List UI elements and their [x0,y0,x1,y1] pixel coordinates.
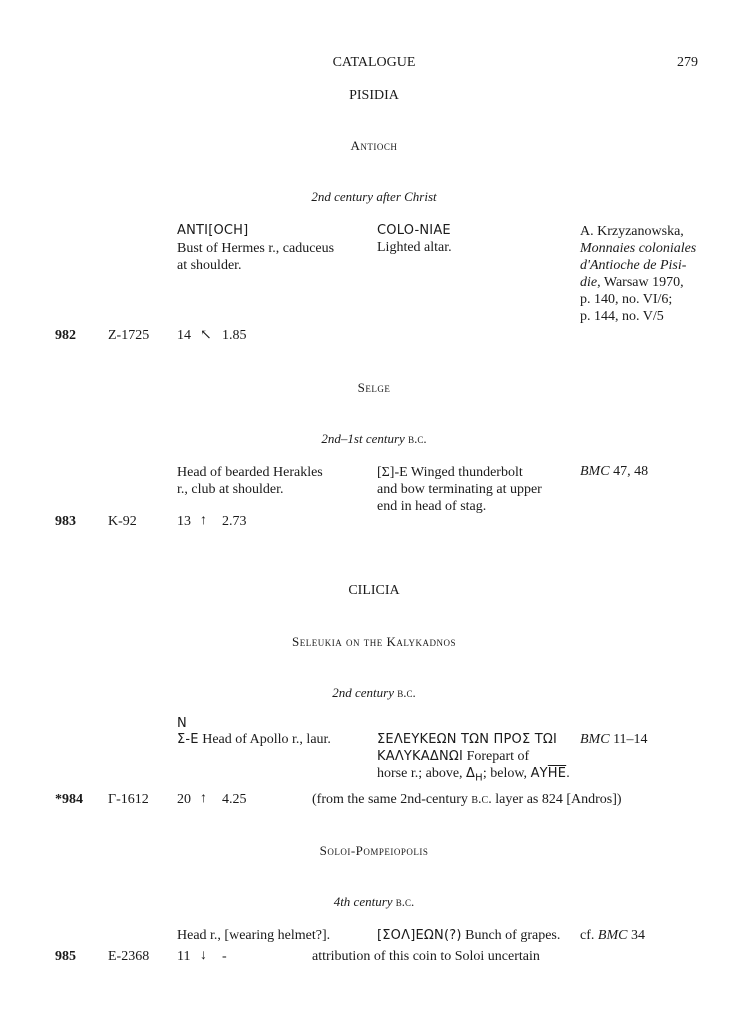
reference-line-4: p. 140, no. VI/6; [580,292,673,307]
inventory-982: Z-1725 [108,328,150,343]
region-heading-cilicia: CILICIA [348,583,400,598]
reference-numbers: 47, 48 [609,464,649,479]
monogram-below [531,766,567,781]
reverse-legend: ΚΑΛΥΚΑΔΝΩΙ [377,749,464,764]
reference-title-2: d'Antioche de Pisi- [580,258,687,273]
weight-984: 4.25 [222,792,247,807]
weight-983: 2.73 [222,514,247,529]
reverse-desc: ; below, [482,766,531,781]
diameter-984: 20 [177,792,191,807]
monogram-letters-overlined: $\overline{HE}$ [547,766,567,781]
monogram-sub: Η [475,772,483,784]
inventory-983: K-92 [108,514,137,529]
period-text: 4th century [333,894,393,909]
reference-abbr: BMC [580,464,610,479]
inventory-985: E-2368 [108,949,150,964]
inventory-984: Γ-1612 [108,792,149,807]
reverse-desc-line: and bow terminating at upper [377,482,542,497]
reverse-984-line3 [377,766,570,784]
region-heading-pisidia: PISIDIA [349,88,399,103]
reverse-desc-line: end in head of stag. [377,499,487,514]
period-soloi [0,894,748,910]
obverse-desc-983 [177,464,367,498]
reference-rest-3: , Warsaw 1970, [597,275,684,290]
reverse-legend: [ΣΟΛ]ΕΩΝ(?) [377,928,462,943]
reverse-985 [377,928,560,944]
city-heading-soloi: Soloi-Pompeiopolis [319,843,429,858]
obverse-desc-line: Head of bearded Herakles [177,465,323,480]
entry-number-982: 982 [55,328,76,343]
city-heading-seleukia: Seleukia on the Kalykadnos [292,634,456,649]
reference-title-1: Monnaies coloniales [580,241,697,256]
reverse-legend-984-line1: ΣΕΛΕΥΚΕΩΝ ΤΩΝ ΠΡΟΣ ΤΩΙ [377,732,558,747]
monogram-letters: ΑΥ [530,766,548,781]
entry-number-985: 985 [55,949,76,964]
period-suffix: b.c. [397,685,416,700]
reference-985 [580,928,645,944]
diameter-985: 11 [177,949,191,964]
monogram-letter: Δ [466,766,476,781]
entry-number-983: 983 [55,514,76,529]
weight-982: 1.85 [222,328,247,343]
obverse-desc-line: Bust of Hermes r., caduceus [177,241,335,256]
die-axis-984: ↑ [200,791,207,806]
die-axis-983: ↑ [200,513,207,528]
reverse-desc: horse r.; above, [377,766,467,781]
weight-985: - [222,949,227,964]
reference-abbr: BMC [580,732,610,747]
obverse-desc-line: at shoulder. [177,258,242,273]
reference-982 [580,223,745,325]
period-antioch: 2nd century after Christ [311,189,437,204]
period-suffix: b.c. [395,894,415,909]
reverse-desc-982: Lighted altar. [377,240,452,255]
obverse-984 [177,732,331,748]
city-heading-antioch: Antioch [350,138,398,153]
die-axis-985: ↓ [200,948,207,963]
obverse-desc: Head of Apollo r., laur. [198,732,331,747]
monogram-above [466,766,483,784]
entry-number-984: *984 [55,792,83,807]
reference-line-5: p. 144, no. V/5 [580,309,664,324]
reference-title-3: die [580,275,598,290]
period-text: 2nd century [332,685,394,700]
reverse-desc-line: [Σ]-E Winged thunderbolt [377,465,523,480]
reverse-desc: Forepart of [463,749,530,764]
reference-author: A. Krzyzanowska, [580,224,684,239]
note-text: layer as 824 [Andros]) [491,792,622,807]
reference-numbers: 11–14 [609,732,648,747]
obverse-desc-982 [177,240,357,274]
note-985: attribution of this coin to Soloi uncertain [312,949,540,964]
obverse-monogram-984: N [177,716,187,731]
period-selge [0,431,748,447]
reference-prefix: cf. [580,928,598,943]
reverse-legend-982: COLO-NIAE [377,223,451,238]
diameter-983: 13 [177,514,191,529]
city-heading-selge: Selge [357,380,391,395]
reverse-984-line2 [377,749,529,765]
note-text: (from the same 2nd-century [312,792,472,807]
reference-983 [580,464,648,480]
reference-984 [580,732,648,748]
diameter-982: 14 [177,328,191,343]
note-984 [312,792,622,808]
obverse-desc-985: Head r., [wearing helmet?]. [177,928,331,943]
die-axis-982: ↖ [200,328,212,343]
obverse-legend-982: ANTI[OCH] [177,223,249,238]
running-title: CATALOGUE [332,55,416,70]
page-number: 279 [677,55,698,70]
note-bc: b.c. [471,792,492,807]
reference-numbers: 34 [627,928,645,943]
reverse-desc-983 [377,464,577,515]
reference-line-3 [580,274,745,291]
reference-abbr: BMC [597,928,628,943]
period-suffix: b.c. [408,431,427,446]
reverse-desc: . [566,766,570,781]
reverse-desc: Bunch of grapes. [461,928,561,943]
obverse-legend: Σ-E [177,732,199,747]
period-text: 2nd–1st century [321,431,405,446]
period-seleukia [0,685,748,701]
obverse-desc-line: r., club at shoulder. [177,482,284,497]
